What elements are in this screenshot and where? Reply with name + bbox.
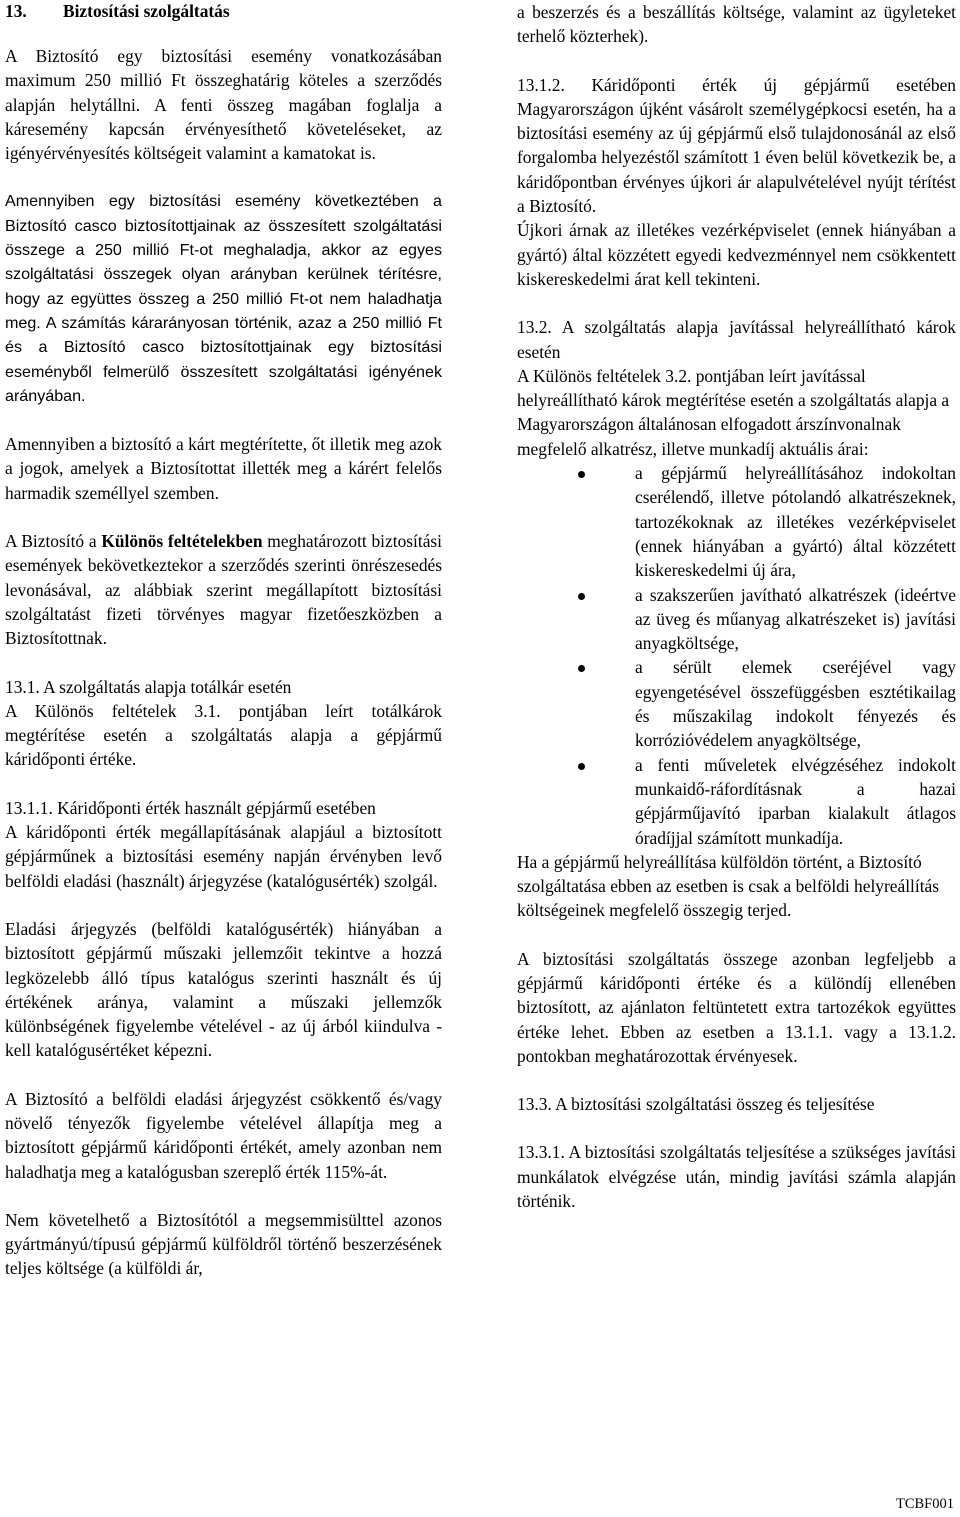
document-code: TCBF001 xyxy=(895,1496,954,1512)
list-item xyxy=(517,461,956,582)
text-span: A Biztosító a xyxy=(5,531,102,552)
paragraph-max-liability: A Biztosító egy biztosítási esemény vonatkozásában maximum 250 millió Ft összeghatárig köteles a szerződés alapján helytállni. A fenti összeg magában foglalja a káresemény kapcsán érvényesíthető követeléseket, az igényérvényesítés költségeit valamint a kamatokat is. xyxy=(5,46,442,164)
list-item-text: a szakszerűen javítható alkatrészek (ideértve az üveg és műanyag alkatrészeket is) javítási anyagköltsége, xyxy=(635,584,956,654)
paragraph-foreign-purchase-cont: a beszerzés és a beszállítás költsége, valamint az ügyleteket terhelő közterhek). xyxy=(517,2,956,47)
list-item xyxy=(517,655,956,752)
right-column xyxy=(517,0,956,1213)
bullet-icon xyxy=(578,763,585,770)
list-item xyxy=(517,753,956,850)
section-number: 13. xyxy=(5,1,27,21)
subsection-title-13-1: 13.1. A szolgáltatás alapja totálkár esetén xyxy=(5,676,292,697)
paragraph-foreign-repair: Ha a gépjármű helyreállítása külföldön történt, a Biztosító szolgáltatása ebben az esetben is csak a belföldi helyreállítás költségeinek megfelelő összegig terjed. xyxy=(517,851,940,921)
subsection-title-13-2: 13.2. A szolgáltatás alapja javítással helyreállítható károk esetén xyxy=(517,317,956,362)
list-item-text: a gépjármű helyreállításához indokoltan cserélendő, illetve pótolandó alkatrészeknek, tartozékoknak az illetékes vezérképviselet (ennek hiányában a gyártó) által közzétett kiskereskedelmi új ára, xyxy=(635,463,956,581)
bullet-icon xyxy=(578,471,585,478)
bullet-icon xyxy=(578,665,585,672)
paragraph-catalog-value: Eladási árjegyzés (belföldi katalógusérték) hiányában a biztosított gépjármű műszaki jellemzőit tekintve a hozzá legközelebb álló típus katalógus szerinti használt és új értékének aránya, valamint a műszaki jellemzők különbségének figyelembe vételével - az új árból kiindulva - kell katalógusértéket képezni. xyxy=(5,918,442,1061)
list-item-text: a sérült elemek cseréjével vagy egyengetésével összefüggésben esztétikailag és műszakilag indokolt fényezés és korrózióvédelem anyagköltsége, xyxy=(635,657,956,751)
bold-term: Különös feltételekben xyxy=(101,531,263,552)
subsection-title-13-3: 13.3. A biztosítási szolgáltatási összeg és teljesítése xyxy=(517,1094,875,1115)
paragraph-special-conditions xyxy=(5,529,442,650)
list-item-text: a fenti műveletek elvégzéséhez indokolt munkaidő-ráfordításnak a hazai gépjárműjavító iparban kialakult átlagos óradíjjal számított munkadíja. xyxy=(635,754,956,848)
repair-cost-list xyxy=(517,461,956,850)
subsection-text-13-1: A Különös feltételek 3.1. pontjában leírt totálkárok megtérítése esetén a szolgáltatás alapja a gépjármű káridőponti értéke. xyxy=(5,700,442,770)
paragraph-subrogation: Amennyiben a biztosító a kárt megtérítette, őt illetik meg azok a jogok, amelyek a Biztosítottat illették meg a kárért felelős harmadik személlyel szemben. xyxy=(5,434,442,503)
paragraph-new-price: Újkori árnak az illetékes vezérképviselet (ennek hiányában a gyártó) által közzétett egyedi kedvezménnyel nem csökkentett kiskereskedelmi árat kell tekinteni. xyxy=(517,220,956,289)
subsection-13-3-1: 13.3.1. A biztosítási szolgáltatás teljesítése a szükséges javítási munkálatok elvégzése után, mindig javítási számla alapján történik. xyxy=(517,1142,956,1212)
list-item xyxy=(517,583,956,656)
subsection-text-13-2: A Különös feltételek 3.2. pontjában leírt javítással helyreállítható károk megtérítése esetén a szolgáltatás alapja a Magyarországon általánosan elfogadott árszínvonalnak megfelelő alkatrész, illetve munkadíj aktuális árai: xyxy=(517,365,950,459)
section-heading xyxy=(5,0,442,22)
subsection-13-1-2: 13.1.2. Káridőponti érték új gépjármű esetében Magyarországon újként vásárolt személygépkocsi esetén, ha a biztosítási esemény az új gépjármű első tulajdonosánál az első forgalomba helyezéstől számított 1 éven belül következik be, a káridőpontban érvényes újkori ár alapulvételével nyújt térítést a Biztosító. xyxy=(517,74,956,217)
left-column xyxy=(5,0,442,1281)
paragraph-proportional-payment: Amennyiben egy biztosítási esemény következtében a Biztosító casco biztosítottjainak az összesített szolgáltatási összege a 250 millió Ft-ot meghaladja, akkor az egyes szolgáltatási összegek olyan arányban kerülnek térítésre, hogy az együttes összeg a 250 millió Ft-ot nem haladhatja meg. A számítás kárarányosan történik, azaz a 250 millió Ft és a Biztosító casco biztosítottjainak egy biztosítási eseményből felmerülő összesített szolgáltatási igényének arányában. xyxy=(5,192,442,405)
section-title: Biztosítási szolgáltatás xyxy=(63,1,230,21)
subsection-text-13-1-1: A káridőponti érték megállapításának alapjául a biztosított gépjárműnek a biztosítási esemény napján érvényben levő belföldi eladási (használt) árjegyzése (katalógusérték) szolgál. xyxy=(5,822,442,891)
text-span: meghatározott biztosítási események bekövetkeztekor a szerződés szerinti önrészesedés levonásával, az alábbiak szerint megállapított biztosítási szolgáltatást fizeti törvényes magyar fizetőeszközben a Biztosítottnak. xyxy=(5,531,443,649)
paragraph-max-payment: A biztosítási szolgáltatás összege azonban legfeljebb a gépjármű káridőponti értéke és a különdíj ellenében biztosított, az ajánlaton feltüntetett extra tartozékok együttes értéke lehet. Ebben az esetben a 13.1.1. vagy a 13.1.2. pontokban meghatározottak érvényesek. xyxy=(517,948,956,1066)
paragraph-value-adjustment: A Biztosító a belföldi eladási árjegyzést csökkentő és/vagy növelő tényezők figyelembe vételével állapítja meg a biztosított gépjármű káridőponti értékét, amely azonban nem haladhatja meg a katalógusban szereplő érték 115%-át. xyxy=(5,1088,442,1182)
subsection-title-13-1-1: 13.1.1. Káridőponti érték használt gépjármű esetében xyxy=(5,797,376,818)
bullet-icon xyxy=(578,593,585,600)
paragraph-foreign-purchase: Nem követelhető a Biztosítótól a megsemmisülttel azonos gyártmányú/típusú gépjármű külföldről történő beszerzésének teljes költsége (a külföldi ár, xyxy=(5,1209,442,1279)
